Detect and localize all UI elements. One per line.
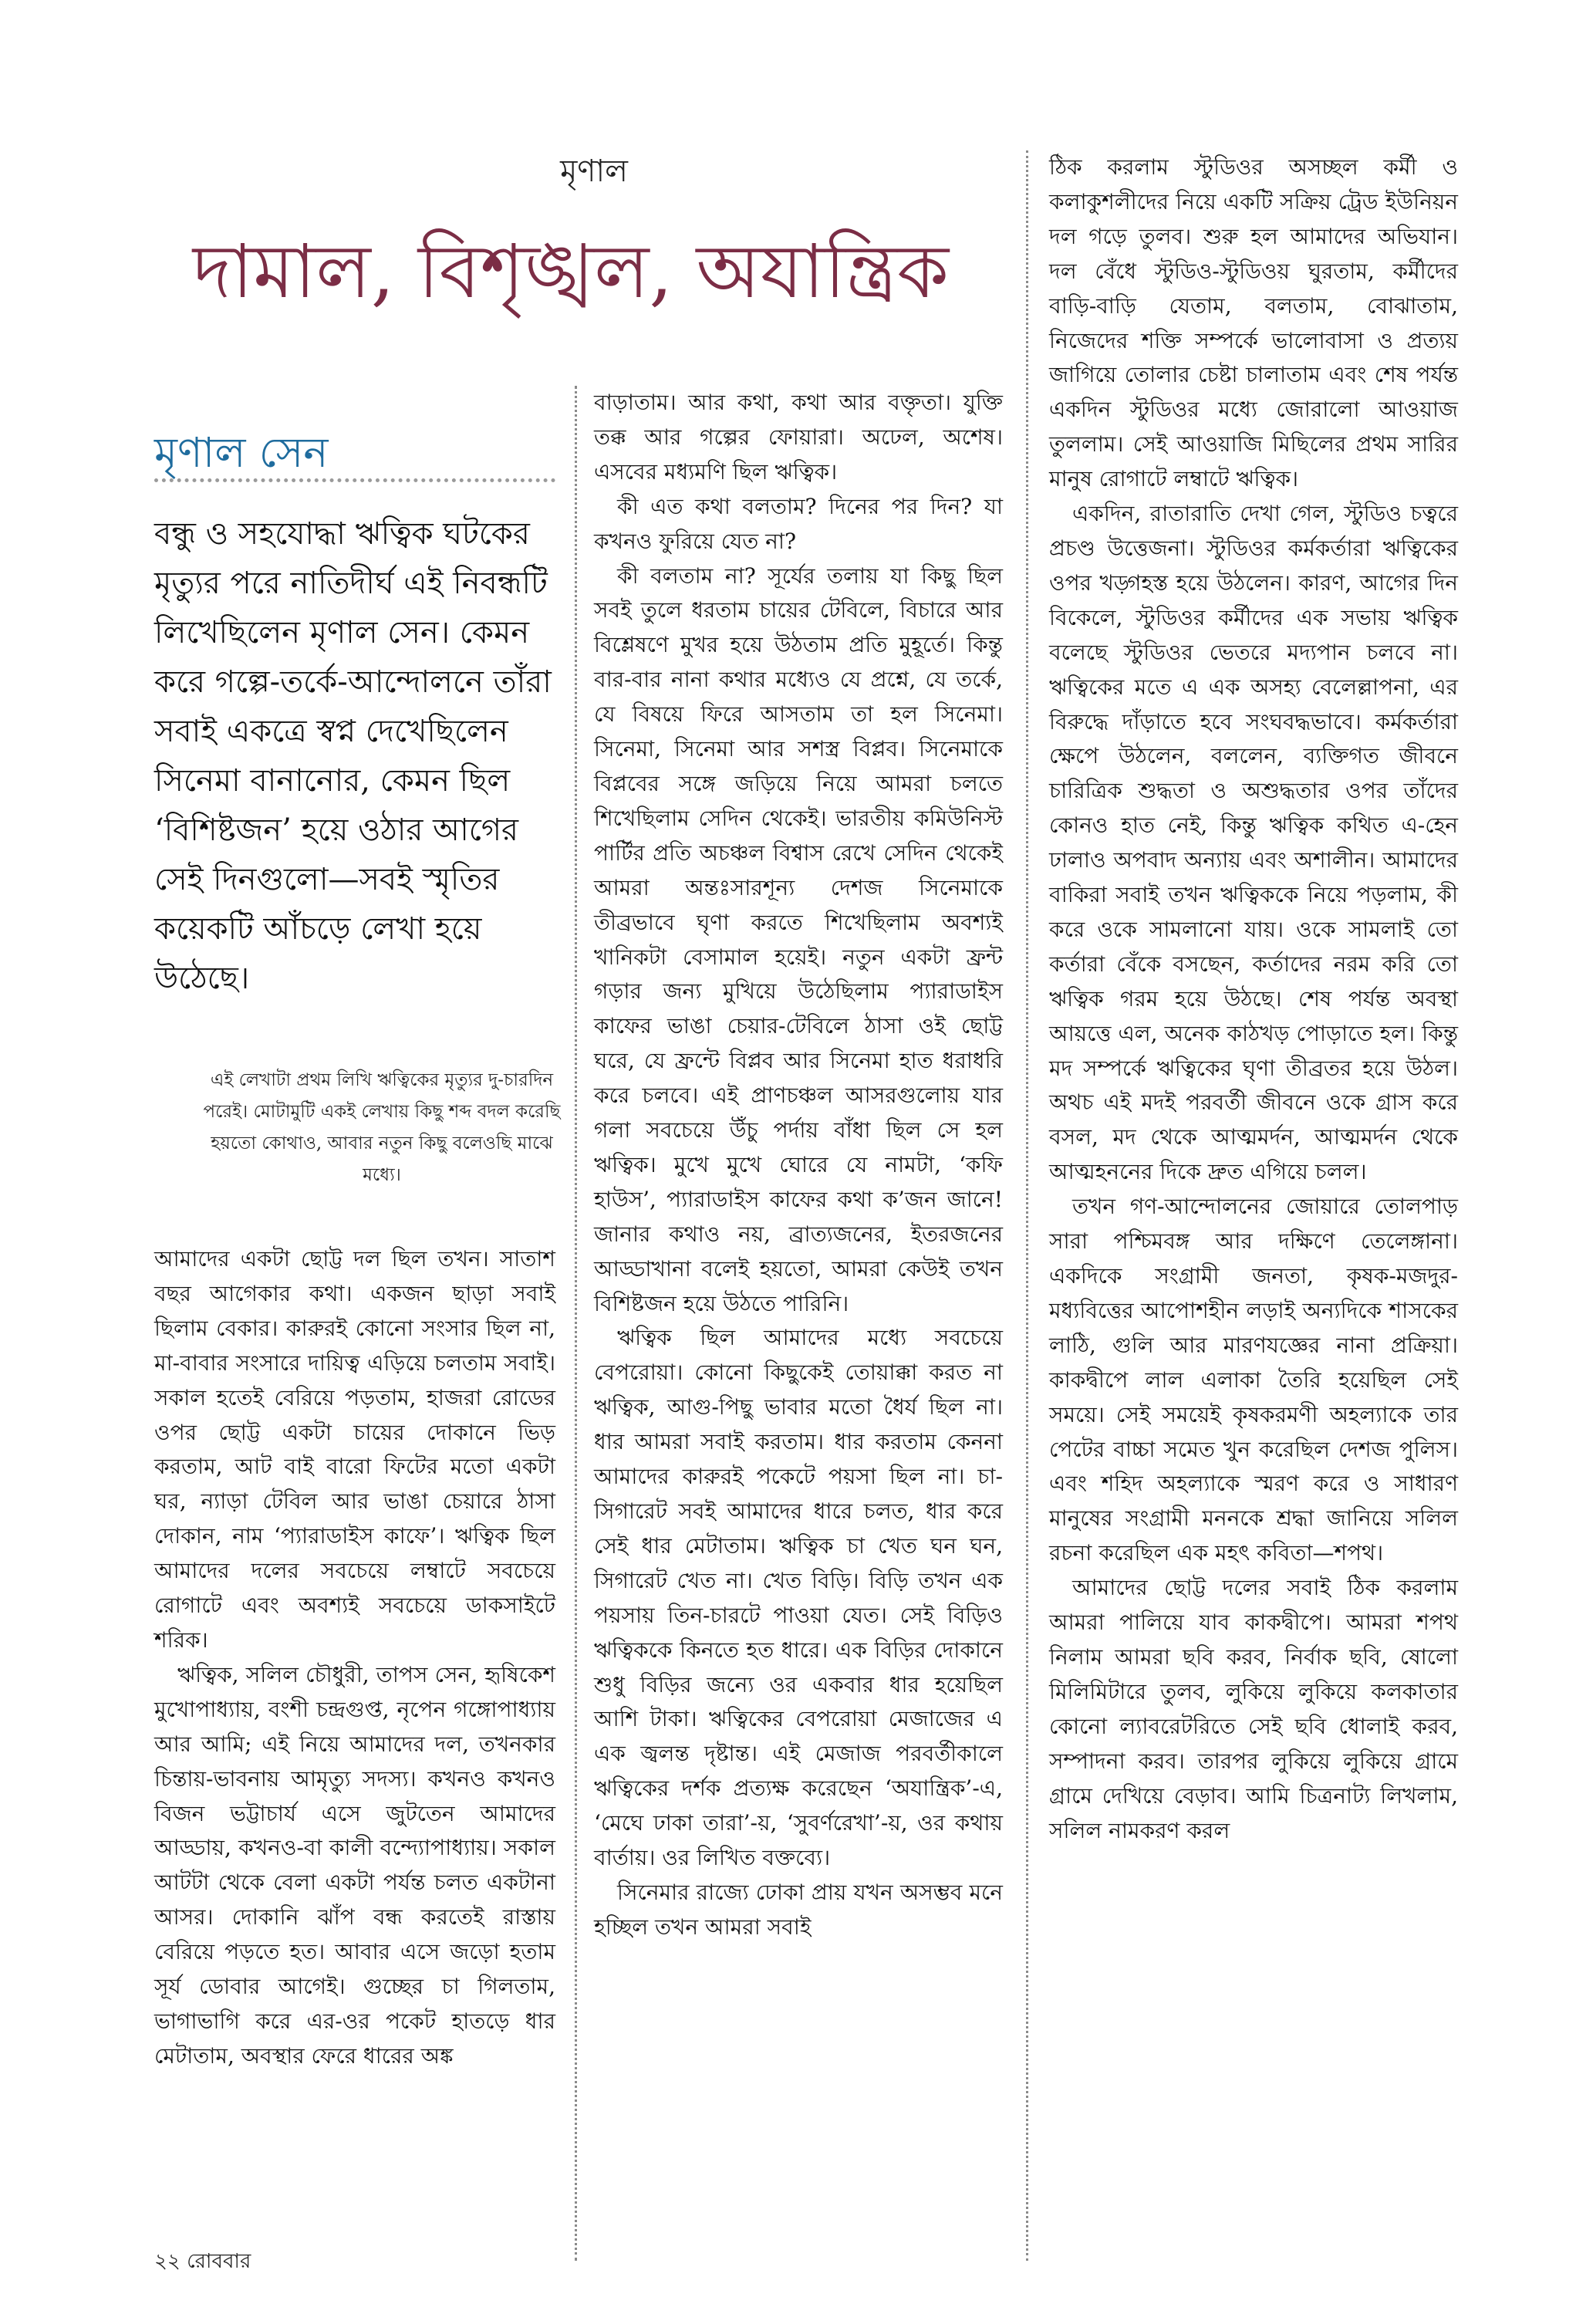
author-name: মৃণাল সেন bbox=[154, 428, 329, 477]
paragraph: ঠিক করলাম স্টুডিওর অসচ্ছল কর্মী ও কলাকুশলীদের নিয়ে একটি সক্রিয় ট্রেড ইউনিয়ন দল গড়ে তুলব। শুরু হল আমাদের অভিযান। দল বেঁধে স্টুডিও-স্টুডিওয় ঘুরতাম, কর্মীদের বাড়ি-বাড়ি যেতাম, বলতাম, বোঝাতাম, নিজেদের শক্তি সম্পর্কে ভালোবাসা ও প্রত্যয় জাগিয়ে তোলার চেষ্টা চালাতাম এবং শেষ পর্যন্ত একদিন স্টুডিওর মধ্যে জোরালো আওয়াজ তুললাম। সেই আওয়াজি মিছিলের প্রথম সারির মানুষ রোগাটে লম্বাটে ঋত্বিক। bbox=[1049, 154, 1458, 492]
column-divider bbox=[1026, 150, 1028, 2261]
author-note: এই লেখাটা প্রথম লিখি ঋত্বিকের মৃত্যুর দু-চারদিন পরেই। মোটামুটি একই লেখায় কিছু শব্দ বদল করেছি হয়তো কোথাও, আবার নতুন কিছু বলেওছি মাঝে মধ্যে। bbox=[203, 1070, 561, 1185]
column-divider bbox=[575, 386, 577, 2261]
column-1 bbox=[154, 1242, 555, 2074]
page-footer bbox=[154, 2245, 251, 2279]
column-2 bbox=[594, 386, 1003, 1945]
paragraph: তখন গণ-আন্দোলনের জোয়ারে তোলপাড় সারা পশ্চিমবঙ্গ আর দক্ষিণে তেলেঙ্গানা। একদিকে সংগ্রামী জনতা, কৃষক-মজদুর-মধ্যবিত্তের আপোশহীন লড়াই অন্যদিকে শাসকের লাঠি, গুলি আর মারণযজ্ঞের নানা প্রক্রিয়া। কাকদ্বীপে লাল এলাকা তৈরি হয়েছিল সেই সময়ে। সেই সময়েই কৃষকরমণী অহল্যাকে তার পেটের বাচ্চা সমেত খুন করেছিল দেশজ পুলিস। এবং শহিদ অহল্যাকে স্মরণ করে ও সাধারণ মানুষের সংগ্রামী মননকে শ্রদ্ধা জানিয়ে সলিল রচনা করেছিল এক মহৎ কবিতা—শপথ। bbox=[1049, 1194, 1458, 1566]
paragraph: আমাদের একটা ছোট্ট দল ছিল তখন। সাতাশ বছর আগেকার কথা। একজন ছাড়া সবাই ছিলাম বেকার। কারুরই কোনো সংসার ছিল না, মা-বাবার সংসারে দায়িত্ব এড়িয়ে চলতাম সবাই। সকাল হতেই বেরিয়ে পড়তাম, হাজরা রোডের ওপর ছোট্ট একটা চায়ের দোকানে ভিড় করতাম, আট বাই বারো ফিটের মতো একটা ঘর, ন্যাড়া টেবিল আর ভাঙা চেয়ারে ঠাসা দোকান, নাম ‘প্যারাডাইস কাফে’। ঋত্বিক ছিল আমাদের দলের সবচেয়ে লম্বাটে সবচেয়ে রোগাটে এবং অবশ্যই সবচেয়ে ডাকসাইটে শরিক। bbox=[154, 1246, 555, 1653]
paragraph: একদিন, রাতারাতি দেখা গেল, স্টুডিও চত্বরে প্রচণ্ড উত্তেজনা। স্টুডিওর কর্মকর্তারা ঋত্বিকের ওপর খড়্গহস্ত হয়ে উঠলেন। কারণ, আগের দিন বিকেলে, স্টুডিওর কর্মীদের এক সভায় ঋত্বিক বলেছে স্টুডিওর ভেতরে মদ্যপান চলবে না। ঋত্বিকের মতে এ এক অসহ্য বেলেল্লাপনা, এর বিরুদ্ধে দাঁড়াতে হবে সংঘবদ্ধভাবে। কর্মকর্তারা ক্ষেপে উঠলেন, বললেন, ব্যক্তিগত জীবনে চারিত্রিক শুদ্ধতা ও অশুদ্ধতার ওপর তাঁদের কোনও হাত নেই, কিন্তু ঋত্বিক কথিত এ-হেন ঢালাও অপবাদ অন্যায় এবং অশালীন। আমাদের বাকিরা সবাই তখন ঋত্বিককে নিয়ে পড়লাম, কী করে ওকে সামলানো যায়। ওকে সামলাই তো কর্তারা বেঁকে বসছেন, কর্তাদের নরম করি তো ঋত্বিক গরম হয়ে উঠছে। শেষ পর্যন্ত অবস্থা আয়ত্তে এল, অনেক কাঠখড় পোড়াতে হল। কিন্তু মদ সম্পর্কে ঋত্বিকের ঘৃণা তীব্রতর হয়ে উঠল। অথচ এই মদই পরবর্তী জীবনে ওকে গ্রাস করে বসল, মদ থেকে আত্মমর্দন, আত্মমর্দন থেকে আত্মহননের দিকে দ্রুত এগিয়ে চলল। bbox=[1049, 501, 1458, 1185]
page-number: ২২ bbox=[154, 2250, 181, 2273]
column-3 bbox=[1049, 150, 1458, 1848]
intro-standfirst: বন্ধু ও সহযোদ্ধা ঋত্বিক ঘটকের মৃত্যুর পরে নাতিদীর্ঘ এই নিবন্ধটি লিখেছিলেন মৃণাল সেন। কেমন করে গল্পে-তর্কে-আন্দোলনে তাঁরা সবাই একত্রে স্বপ্ন দেখেছিলেন সিনেমা বানানোর, কেমন ছিল ‘বিশিষ্টজন’ হয়ে ওঠার আগের সেই দিনগুলো—সবই স্মৃতির কয়েকটি আঁচড়ে লেখা হয়ে উঠেছে। bbox=[154, 516, 552, 996]
paragraph: ঋত্বিক ছিল আমাদের মধ্যে সবচেয়ে বেপরোয়া। কোনো কিছুকেই তোয়াক্কা করত না ঋত্বিক, আগু-পিছু ভাবার মতো ধৈর্য ছিল না। ধার আমরা সবাই করতাম। ধার করতাম কেননা আমাদের কারুরই পকেটে পয়সা ছিল না। চা-সিগারেট সবই আমাদের ধারে চলত, ধার করে সেই ধার মেটাতাম। ঋত্বিক চা খেত ঘন ঘন, সিগারেট খেত না। খেত বিড়ি। বিড়ি তখন এক পয়সায় তিন-চারটে পাওয়া যেত। সেই বিড়িও ঋত্বিককে কিনতে হত ধারে। এক বিড়ির দোকানে শুধু বিড়ির জন্যে ওর একবার ধার হয়েছিল আশি টাকা। ঋত্বিকের বেপরোয়া মেজাজের এ এক জ্বলন্ত দৃষ্টান্ত। এই মেজাজ পরবর্তীকালে ঋত্বিকের দর্শক প্রত্যক্ষ করেছেন ‘অযান্ত্রিক’-এ, ‘মেঘে ঢাকা তারা’-য়, ‘সুবর্ণরেখা’-য়, ওর কথায় বার্তায়। ওর লিখিত বক্তব্যে। bbox=[594, 1325, 1003, 1871]
paragraph: বাড়াতাম। আর কথা, কথা আর বক্তৃতা। যুক্তি তক্ক আর গল্পের ফোয়ারা। অঢেল, অশেষ। এসবের মধ্যমণি ছিল ঋত্বিক। bbox=[594, 390, 1003, 485]
section-label: মৃণাল bbox=[560, 154, 628, 189]
headline: দামাল, বিশৃঙ্খল, অযান্ত্রিক bbox=[192, 228, 950, 315]
publication-name: রোববার bbox=[187, 2250, 251, 2273]
paragraph: সিনেমার রাজ্যে ঢোকা প্রায় যখন অসম্ভব মনে হচ্ছিল তখন আমরা সবাই bbox=[594, 1879, 1003, 1940]
paragraph: ঋত্বিক, সলিল চৌধুরী, তাপস সেন, হৃষিকেশ মুখোপাধ্যায়, বংশী চন্দ্রগুপ্ত, নৃপেন গঙ্গোপাধ্যায় আর আমি; এই নিয়ে আমাদের দল, তখনকার চিন্তায়-ভাবনায় আমৃত্যু সদস্য। কখনও কখনও বিজন ভট্টাচার্য এসে জুটতেন আমাদের আড্ডায়, কখনও-বা কালী বন্দ্যোপাধ্যায়। সকাল আটটা থেকে বেলা একটা পর্যন্ত চলত একটানা আসর। দোকানি ঝাঁপ বন্ধ করতেই রাস্তায় বেরিয়ে পড়তে হত। আবার এসে জড়ো হতাম সূর্য ডোবার আগেই। গুচ্ছের চা গিলতাম, ভাগাভাগি করে এর-ওর পকেট হাতড়ে ধার মেটাতাম, অবস্থার ফেরে ধারের অঙ্ক bbox=[154, 1661, 555, 2069]
paragraph: কী বলতাম না? সূর্যের তলায় যা কিছু ছিল সবই তুলে ধরতাম চায়ের টেবিলে, বিচারে আর বিশ্লেষণে মুখর হয়ে উঠতাম প্রতি মুহূর্তে। কিন্তু বার-বার নানা কথার মধ্যেও যে প্রশ্নে, যে তর্কে, যে বিষয়ে ফিরে আসতাম তা হল সিনেমা। সিনেমা, সিনেমা আর সশস্ত্র বিপ্লব। সিনেমাকে বিপ্লবের সঙ্গে জড়িয়ে নিয়ে আমরা চলতে শিখেছিলাম সেদিন থেকেই। ভারতীয় কমিউনিস্ট পার্টির প্রতি অচঞ্চল বিশ্বাস রেখে সেদিন থেকেই আমরা অন্তঃসারশূন্য দেশজ সিনেমাকে তীব্রভাবে ঘৃণা করতে শিখেছিলাম অবশ্যই খানিকটা বেসামাল হয়েই। নতুন একটা ফ্রন্ট গড়ার জন্য মুখিয়ে উঠেছিলাম প্যারাডাইস কাফের ভাঙা চেয়ার-টেবিলে ঠাসা ওই ছোট্ট ঘরে, যে ফ্রন্টে বিপ্লব আর সিনেমা হাত ধরাধরি করে চলবে। এই প্রাণচঞ্চল আসরগুলোয় যার গলা সবচেয়ে উঁচু পর্দায় বাঁধা ছিল সে হল ঋত্বিক। মুখে মুখে ঘোরে যে নামটা, ‘কফি হাউস’, প্যারাডাইস কাফের কথা ক’জন জানে! জানার কথাও নয়, ব্রাত্যজনের, ইতরজনের আড্ডাখানা বলেই হয়তো, আমরা কেউই তখন বিশিষ্টজন হয়ে উঠতে পারিনি। bbox=[594, 562, 1003, 1316]
paragraph: কী এত কথা বলতাম? দিনের পর দিন? যা কখনও ফুরিয়ে যেত না? bbox=[594, 493, 1003, 554]
paragraph: আমাদের ছোট্ট দলের সবাই ঠিক করলাম আমরা পালিয়ে যাব কাকদ্বীপে। আমরা শপথ নিলাম আমরা ছবি করব, নির্বাক ছবি, ষোলো মিলিমিটারে তুলব, লুকিয়ে লুকিয়ে কলকাতার কোনো ল্যাবরেটরিতে সেই ছবি ধোলাই করব, সম্পাদনা করব। তারপর লুকিয়ে লুকিয়ে গ্রামে গ্রামে দেখিয়ে বেড়াব। আমি চিত্রনাট্য লিখলাম, সলিল নামকরণ করল bbox=[1049, 1575, 1458, 1843]
author-divider bbox=[154, 478, 555, 482]
